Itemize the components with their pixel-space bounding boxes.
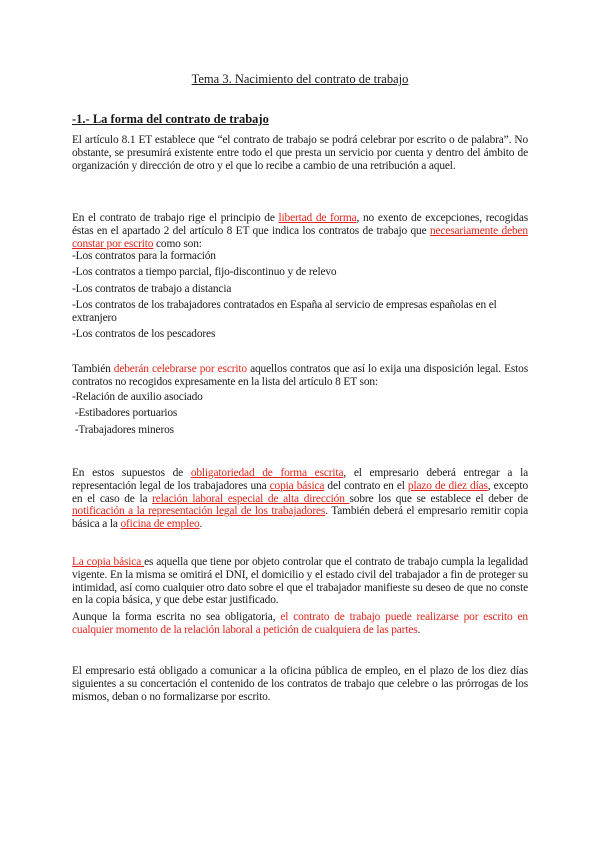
p4-text-g: , excepto en el caso de la: [72, 479, 528, 505]
p3-text-a: También: [72, 363, 114, 375]
list-item: -Los contratos para la formación: [72, 250, 216, 262]
notificacion-highlight: notificación a la representación legal de los trabajadores: [72, 505, 326, 518]
p5-text-b: es aquella que tiene por objeto controlar que el contrato de trabajo cumpla la legalidad vigente. En la misma se omitirá el DNI, el domicilio y el estado civil del trabajador a fin de proteger su intimidad, así como cualquier otro dato sobre el que el trabajador manifieste su deseo de que no conste en la copia básica, y que debe estar justificado.: [72, 556, 528, 607]
p4-text-e: del contrato en el: [324, 479, 408, 492]
special-contract-list: [72, 391, 528, 436]
necesariamente-escrito-highlight: necesariamente deben constar por escrito: [72, 224, 528, 250]
celebrarse-por-escrito-highlight: deberán celebrarse por escrito: [113, 363, 247, 375]
plazo-diez-dias-highlight: plazo de diez días: [407, 479, 488, 492]
paragraph-5: [72, 556, 528, 607]
paragraph-3: [72, 363, 528, 389]
oficina-de-empleo-highlight: oficina de empleo: [120, 518, 200, 531]
paragraph-1: [72, 134, 528, 172]
p2-text-c: , no exento de excepciones, recogidas éstas en el apartado 2 del artículo 8 ET que indica los contratos de trabajo que: [72, 212, 529, 237]
paragraph-1-text: El artículo 8.1 ET establece que “el contrato de trabajo se podrá celebrar por escrito o de palabra”. No obstante, se presumirá existente entre todo el que presta un servicio por cuenta y dentro del ámbito de organización y dirección de otro y el que lo recibe a cambio de una retribución a aquel.: [72, 134, 528, 172]
list-item: -Relación de auxilio asociado: [72, 391, 203, 403]
list-item: -Los contratos de los trabajadores contratados en España al servicio de empresas españolas en el extranjero: [72, 298, 497, 324]
p4-text-a: En estos supuestos de: [72, 467, 191, 479]
p4-text-k: . También deberá el empresario remitir copia básica a la: [72, 505, 529, 531]
list-item: -Trabajadores mineros: [72, 423, 174, 436]
paragraph-7: [72, 665, 528, 703]
p2-text-e: como son:: [153, 237, 202, 250]
obligatoriedad-highlight: obligatoriedad de forma escrita: [190, 467, 344, 479]
paragraph-2: [72, 212, 528, 250]
list-item: -Los contratos de trabajo a distancia: [72, 282, 232, 295]
alta-direccion-highlight: relación laboral especial de alta dirección: [152, 492, 350, 505]
p4-text-i: sobre los que se establece el deber de: [349, 492, 529, 505]
paragraph-4: [72, 467, 528, 531]
p4-text-c: , el empresario deberá entregar a la representación legal de los trabajadores una: [72, 467, 529, 492]
section-heading: -1.- La forma del contrato de trabajo: [72, 112, 269, 126]
document-title: Tema 3. Nacimiento del contrato de trabajo: [191, 72, 409, 86]
contract-list: [72, 250, 528, 341]
p6-text-c: .: [417, 623, 421, 636]
libertad-de-forma-highlight: libertad de forma: [278, 212, 357, 224]
realizarse-por-escrito-highlight: el contrato de trabajo puede realizarse por escrito en cualquier momento de la relación laboral a petición de cualquiera de las partes: [72, 611, 528, 636]
list-item: -Los contratos de los pescadores: [72, 327, 216, 340]
copia-basica-term-highlight: La copia básica: [72, 556, 145, 568]
paragraph-6: [72, 611, 528, 637]
list-item: -Los contratos a tiempo parcial, fijo-discontinuo y de relevo: [72, 266, 337, 279]
copia-basica-highlight: copia básica: [269, 479, 325, 492]
list-item: -Estibadores portuarios: [72, 407, 178, 420]
p3-text-c: aquellos contratos que así lo exija una disposición legal. Estos contratos no recogidos expresamente en la lista del artículo 8 ET son:: [72, 363, 529, 388]
paragraph-7-text: El empresario está obligado a comunicar a la oficina pública de empleo, en el plazo de los diez días siguientes a su concertación el contenido de los contratos de trabajo que celebre o las prórrogas de los mismos, deban o no formalizarse por escrito.: [72, 665, 528, 703]
p2-text-a: En el contrato de trabajo rige el principio de: [72, 212, 279, 224]
p4-text-m: .: [199, 518, 203, 531]
p6-text-a: Aunque la forma escrita no sea obligatoria,: [72, 611, 281, 623]
